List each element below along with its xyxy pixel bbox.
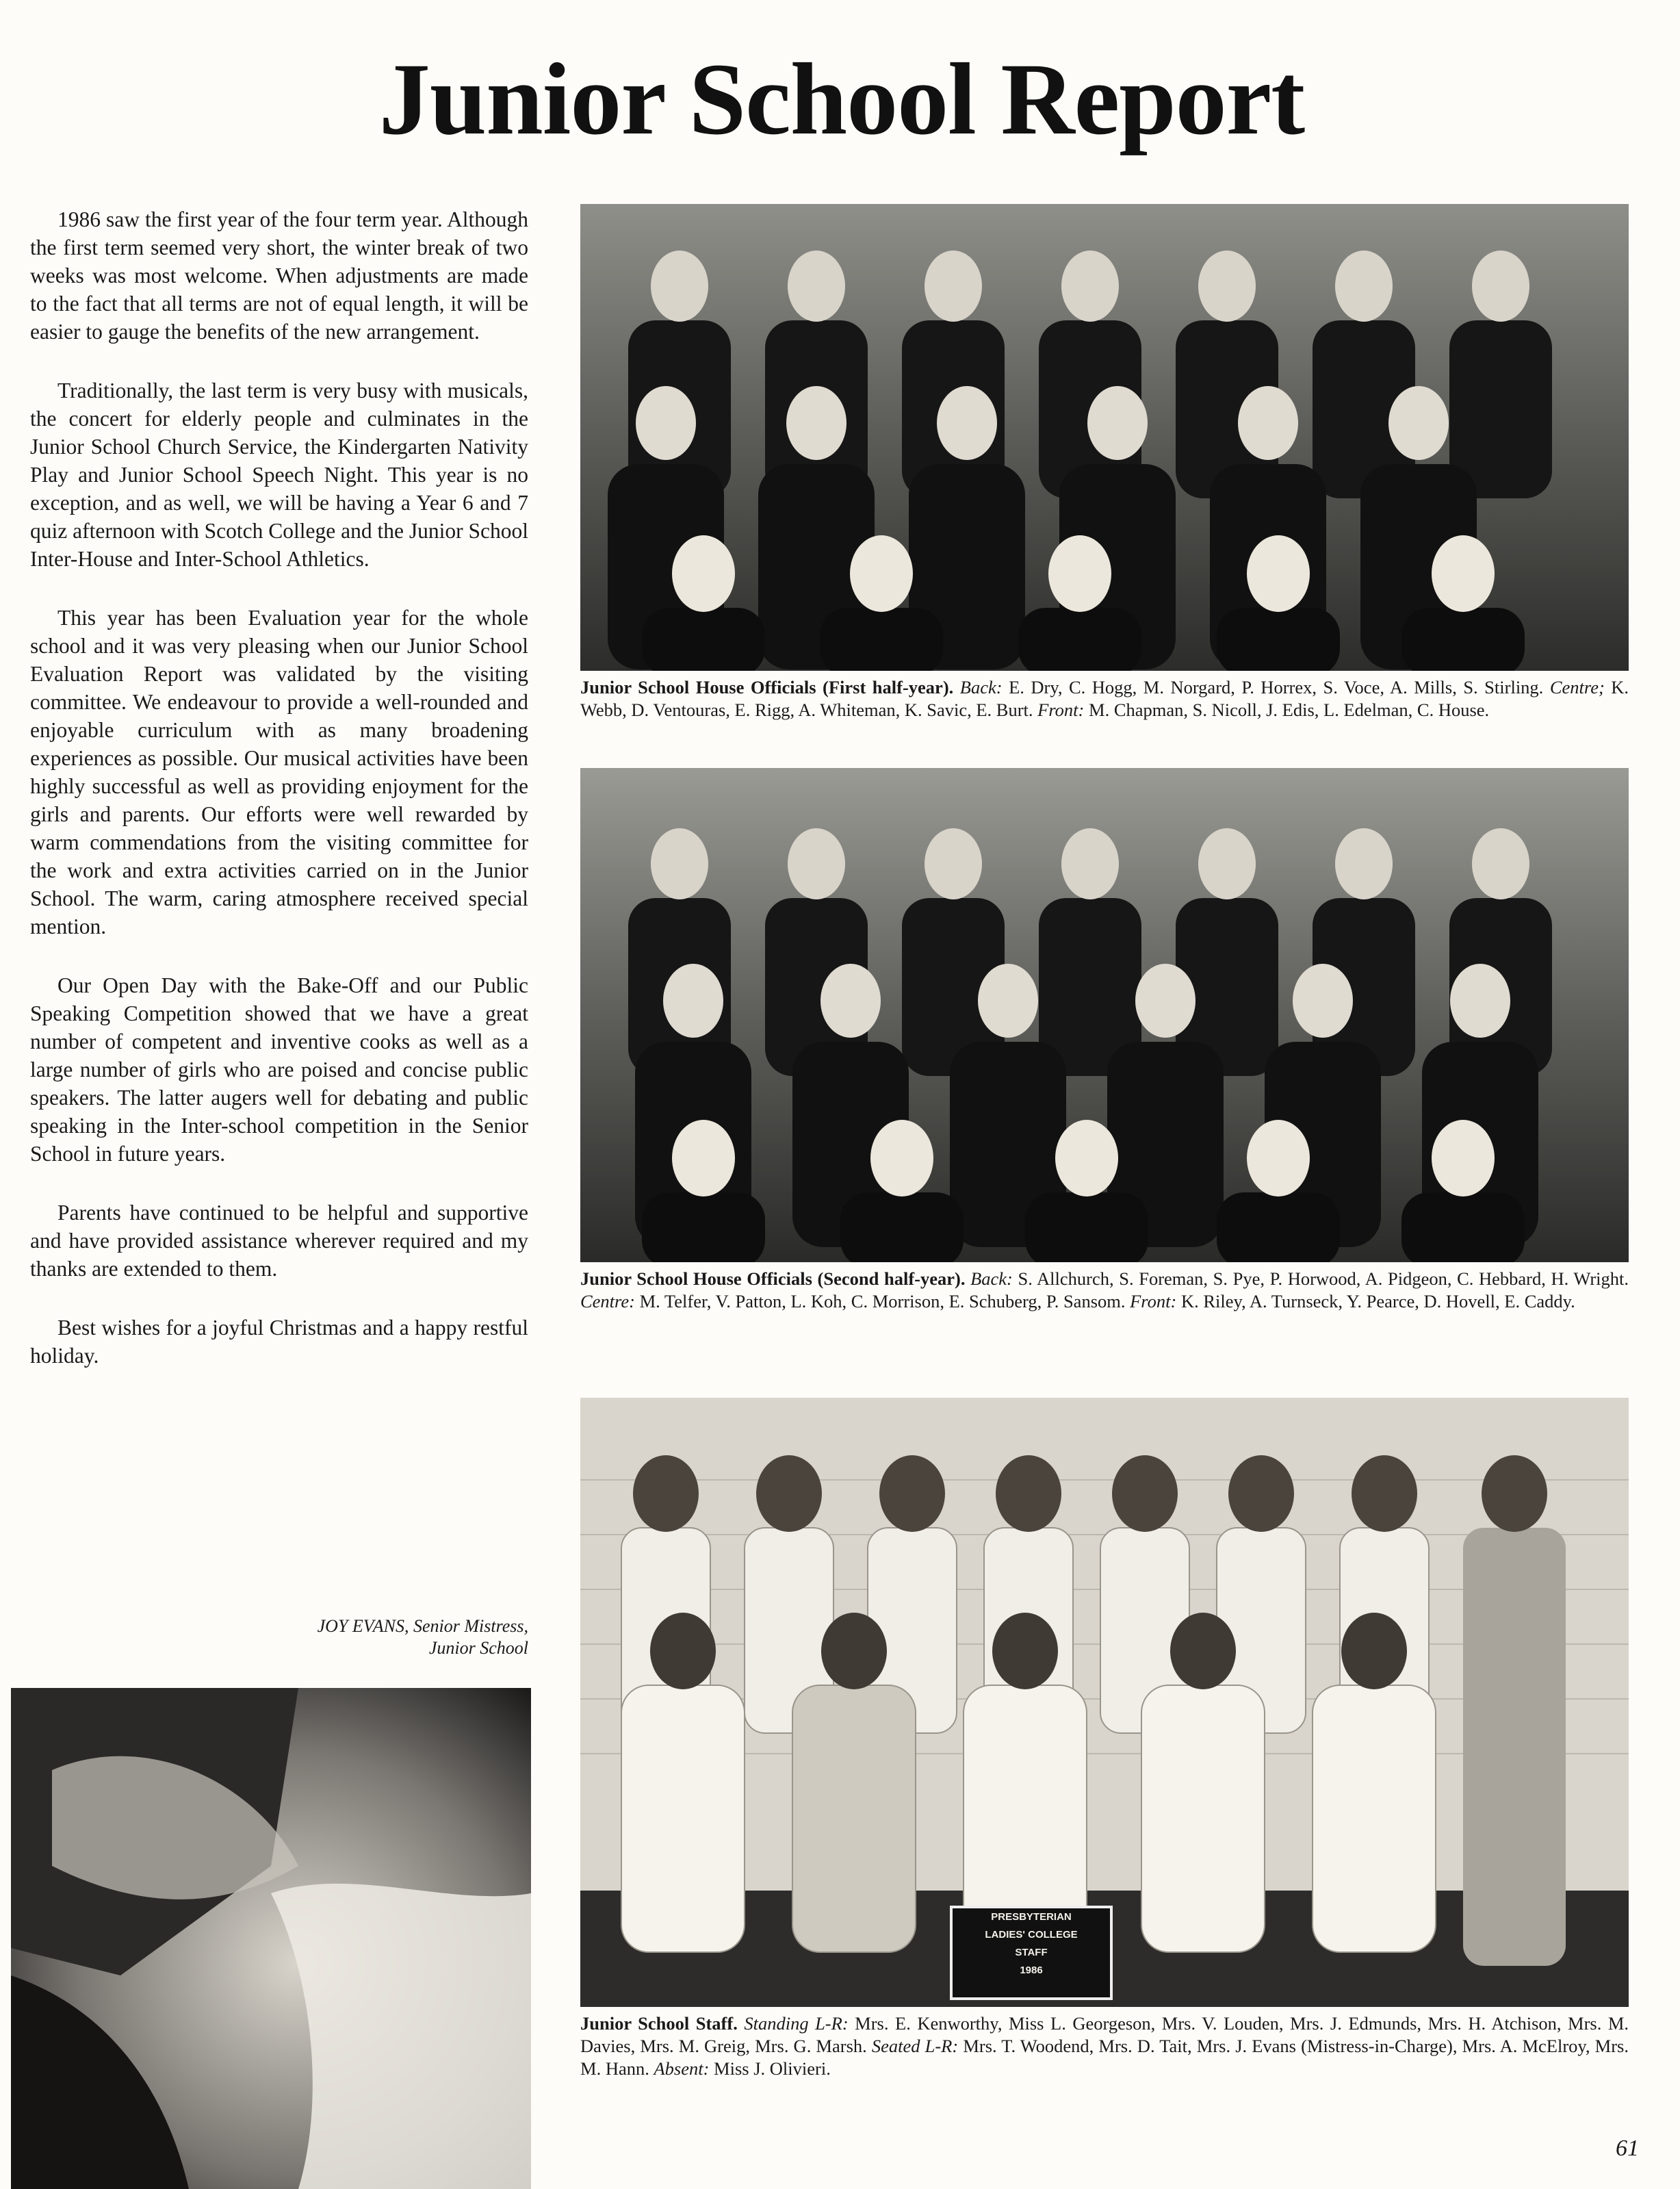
page-title: Junior School Report bbox=[378, 42, 1305, 156]
photo-3-caption bbox=[580, 2012, 1629, 2080]
caption-names: Mrs. E. Kenworthy, Miss L. Georgeson, Mrs. V. Louden, Mrs. J. Edmunds, Mrs. H. Atchison, Mrs. M. Davies, Mrs. M. Greig, Mrs. G. Marsh. bbox=[580, 2013, 1629, 2056]
caption-label: Front: bbox=[1130, 1291, 1177, 1311]
staff-sign-line: STAFF bbox=[1015, 1947, 1048, 1958]
staff-sign bbox=[950, 1906, 1113, 2000]
photo-1-caption bbox=[580, 676, 1629, 721]
staff-sign-line: 1986 bbox=[1020, 1964, 1043, 1976]
house-officials-photo-2 bbox=[580, 768, 1629, 1262]
caption-lead: Junior School Staff. bbox=[580, 2013, 738, 2034]
caption-names: K. Webb, D. Ventouras, E. Rigg, A. Whiteman, K. Savic, E. Burt. bbox=[580, 677, 1629, 720]
caption-label: Absent: bbox=[654, 2058, 710, 2079]
closeup-photo bbox=[11, 1688, 531, 2189]
caption-lead: Junior School House Officials (First half-year). bbox=[580, 677, 954, 697]
caption-label: Standing L-R: bbox=[744, 2013, 849, 2034]
house-officials-photo-1 bbox=[580, 204, 1629, 671]
caption-label: Back: bbox=[959, 677, 1003, 697]
signature-line: Junior School bbox=[428, 1638, 528, 1658]
signature-line: JOY EVANS, Senior Mistress, bbox=[317, 1616, 528, 1636]
caption-label: Front: bbox=[1037, 700, 1085, 720]
caption-names: K. Riley, A. Turnseck, Y. Pearce, D. Hovell, E. Caddy. bbox=[1180, 1291, 1575, 1311]
staff-sign-line: PRESBYTERIAN bbox=[991, 1911, 1072, 1923]
paragraph: This year has been Evaluation year for the whole school and it was very pleasing when our Junior School Evaluation Report was validated by the visiting committee. We endeavour to provide a well-rounded and enjoyable curriculum with as many broadening experiences as possible. Our musical activities have been highly successful as well as providing enjoyment for the girls and parents. Our efforts were well rewarded by warm commendations from the visiting committee for the work and extra activities carried on in the Junior School. The warm, caring atmosphere received special mention. bbox=[30, 606, 528, 938]
caption-names: M. Telfer, V. Patton, L. Koh, C. Morrison, E. Schuberg, P. Sansom. bbox=[639, 1291, 1126, 1311]
paragraph: Our Open Day with the Bake-Off and our Public Speaking Competition showed that we have a great number of competent and inventive cooks as well as a large number of girls who are poised and concise public speakers. The latter augers well for debating and public speaking in the Inter-school competition in the Senior School in future years. bbox=[30, 973, 528, 1166]
caption-names: Miss J. Olivieri. bbox=[714, 2058, 831, 2079]
paragraph: Best wishes for a joyful Christmas and a happy restful holiday. bbox=[30, 1316, 528, 1368]
caption-label: Centre; bbox=[1549, 677, 1605, 697]
photo-2-caption bbox=[580, 1268, 1629, 1313]
report-text bbox=[30, 205, 528, 1400]
staff-photo bbox=[580, 1398, 1629, 2007]
caption-names: S. Allchurch, S. Foreman, S. Pye, P. Horwood, A. Pidgeon, C. Hebbard, H. Wright. bbox=[1018, 1268, 1629, 1289]
caption-label: Centre: bbox=[580, 1291, 635, 1311]
paragraph: 1986 saw the first year of the four term year. Although the first term seemed very short, the winter break of two weeks was most welcome. When adjustments are made to the fact that all terms are not of equal length, it will be easier to gauge the benefits of the new arrangement. bbox=[30, 207, 528, 344]
caption-label: Seated L-R: bbox=[871, 2036, 959, 2056]
caption-lead: Junior School House Officials (Second half-year). bbox=[580, 1268, 966, 1289]
caption-names: Mrs. T. Woodend, Mrs. D. Tait, Mrs. J. Evans (Mistress-in-Charge), Mrs. A. McElroy, Mrs. M. Hann. bbox=[580, 2036, 1629, 2079]
staff-sign-line: LADIES' COLLEGE bbox=[985, 1929, 1078, 1941]
caption-names: E. Dry, C. Hogg, M. Norgard, P. Horrex, S. Voce, A. Mills, S. Stirling. bbox=[1009, 677, 1544, 697]
caption-label: Back: bbox=[970, 1268, 1013, 1289]
caption-names: M. Chapman, S. Nicoll, J. Edis, L. Edelman, C. House. bbox=[1089, 700, 1490, 720]
paragraph: Traditionally, the last term is very busy with musicals, the concert for elderly people and culminates in the Junior School Church Service, the Kindergarten Nativity Play and Junior School Speech Night. This year is no exception, and as well, we will be having a Year 6 and 7 quiz afternoon with Scotch College and the Junior School Inter-House and Inter-School Athletics. bbox=[30, 379, 528, 571]
page-number: 61 bbox=[1616, 2136, 1639, 2161]
paragraph: Parents have continued to be helpful and supportive and have provided assistance wherever required and my thanks are extended to them. bbox=[30, 1201, 528, 1281]
signature bbox=[30, 1615, 528, 1659]
